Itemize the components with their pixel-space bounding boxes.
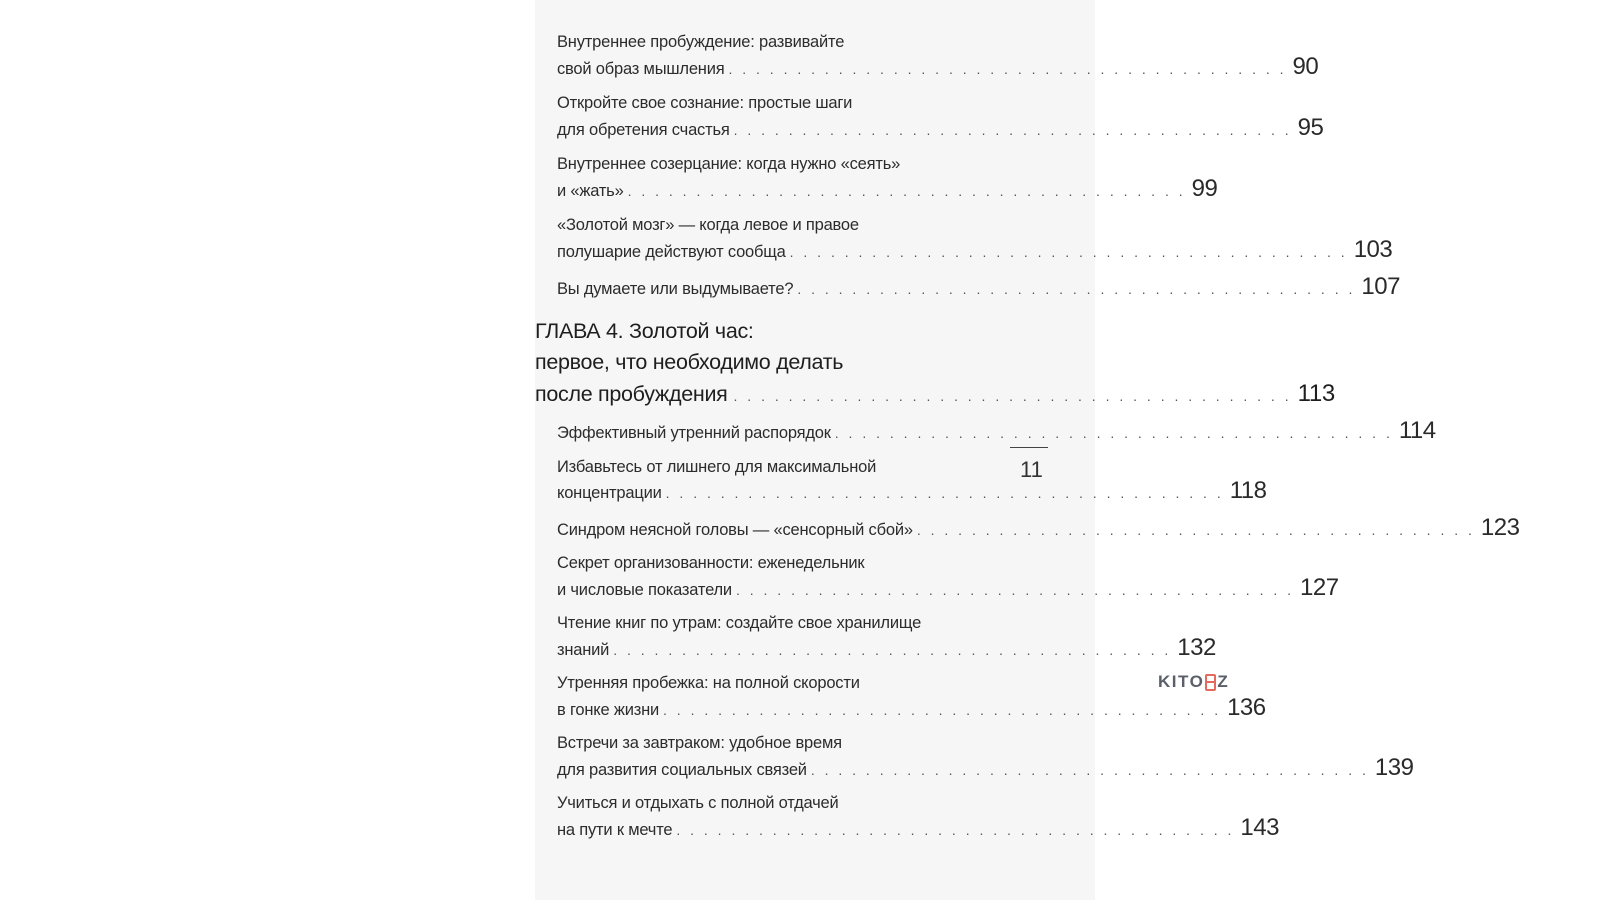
- toc-entry-title: Эффективный утренний распорядок: [557, 424, 831, 442]
- toc-entry-page: 114: [1398, 417, 1436, 444]
- leader-dots: . . . . . . . . . . . . . . . . . . . . . . . . . . . . . . . . . . . . . . . . .: [735, 581, 1295, 598]
- page-number: 11: [1020, 457, 1043, 482]
- toc-entry-page: 132: [1177, 633, 1216, 661]
- toc-entry-title-line2: для обретения счастья: [557, 120, 730, 139]
- toc-entry: [557, 273, 1400, 302]
- toc-entry-title-line2: знаний: [557, 640, 610, 659]
- leader-dots: . . . . . . . . . . . . . . . . . . . . . . . . . . . . . . . . . . . . . . . . .: [733, 121, 1292, 138]
- leader-dots: . . . . . . . . . . . . . . . . . . . . . . . . . . . . . . . . . . . . . . . . .: [733, 388, 1292, 404]
- toc-entry: [557, 552, 1339, 602]
- toc-entry-page: 139: [1374, 753, 1414, 781]
- toc-entry: [557, 153, 1218, 203]
- toc-entry-page: 90: [1292, 52, 1319, 80]
- watermark-logo: [1158, 672, 1229, 692]
- toc-entry-page: 118: [1229, 477, 1267, 504]
- toc-entry-page: 99: [1191, 174, 1218, 202]
- toc-entry: [557, 214, 1393, 264]
- toc-entry-title-line2: для развития социальных связей: [557, 760, 807, 779]
- toc-entry-title-line2: и «жать»: [557, 181, 624, 200]
- toc-entry-page: 123: [1480, 513, 1520, 541]
- leader-dots: . . . . . . . . . . . . . . . . . . . . . . . . . . . . . . . . . . . . . . . . .: [613, 641, 1172, 658]
- book-icon: [1205, 674, 1216, 691]
- toc-entry-title-line2: концентрации: [557, 484, 662, 502]
- toc-entry: [557, 417, 1436, 446]
- toc-entry-title-line1: Утренняя пробежка: на полной скорости: [557, 674, 860, 692]
- toc-entry: [557, 92, 1324, 142]
- toc-entry-title-line1: Избавьтесь от лишнего для максимальной: [557, 457, 877, 476]
- chapter-title-line2: первое, что необходимо делать: [535, 350, 844, 374]
- toc-entry: [557, 513, 1520, 543]
- toc-entry-page: 95: [1297, 113, 1324, 141]
- toc-entry-title: Синдром неясной головы — «сенсорный сбой»: [557, 520, 913, 539]
- toc-entry-title-line1: Встречи за завтраком: удобное время: [557, 734, 842, 752]
- leader-dots: . . . . . . . . . . . . . . . . . . . . . . . . . . . . . . . . . . . . . . . . .: [834, 425, 1393, 441]
- toc-entry: [557, 732, 1414, 782]
- toc-entry-title-line2: и числовые показатели: [557, 580, 732, 599]
- toc-entry-page: 127: [1300, 573, 1339, 601]
- toc-entry-title-line2: полушарие действуют сообща: [557, 242, 786, 261]
- toc-entry-title-line1: Учиться и отдыхать с полной отдачей: [557, 794, 839, 812]
- watermark-text-right: Z: [1217, 672, 1230, 691]
- toc-entry: [557, 612, 1216, 662]
- folio-rule: [1010, 447, 1048, 448]
- toc-entry: [557, 31, 1319, 81]
- toc-entry: [557, 456, 1267, 506]
- chapter-title-line3: после пробуждения: [535, 382, 728, 406]
- toc-entry-page: 136: [1227, 693, 1266, 721]
- chapter-title-line1: ГЛАВА 4. Золотой час:: [535, 319, 754, 343]
- toc-entry: [557, 792, 1279, 842]
- leader-dots: . . . . . . . . . . . . . . . . . . . . . . . . . . . . . . . . . . . . . . . . .: [797, 281, 1356, 297]
- leader-dots: . . . . . . . . . . . . . . . . . . . . . . . . . . . . . . . . . . . . . . . . .: [665, 485, 1224, 501]
- toc-entry-title-line2: свой образ мышления: [557, 59, 725, 78]
- leader-dots: . . . . . . . . . . . . . . . . . . . . . . . . . . . . . . . . . . . . . . . . .: [728, 60, 1287, 77]
- chapter-heading: [535, 316, 1335, 412]
- watermark-text-left: KITO: [1158, 672, 1205, 691]
- toc-entry-title-line2: на пути к мечте: [557, 820, 673, 839]
- toc-entry-page: 107: [1361, 273, 1400, 300]
- leader-dots: . . . . . . . . . . . . . . . . . . . . . . . . . . . . . . . . . . . . . . . . .: [810, 761, 1369, 778]
- toc-entry-title-line2: в гонке жизни: [557, 700, 660, 719]
- leader-dots: . . . . . . . . . . . . . . . . . . . . . . . . . . . . . . . . . . . . . . . . .: [676, 821, 1235, 838]
- chapter-page: 113: [1297, 380, 1335, 407]
- leader-dots: . . . . . . . . . . . . . . . . . . . . . . . . . . . . . . . . . . . . . . . . .: [916, 521, 1475, 538]
- toc-list-top: [535, 31, 1400, 302]
- toc-entry-title-line1: Секрет организованности: еженедельник: [557, 554, 865, 572]
- toc-entry-title-line1: Внутреннее пробуждение: развивайте: [557, 33, 845, 51]
- leader-dots: . . . . . . . . . . . . . . . . . . . . . . . . . . . . . . . . . . . . . . . . .: [789, 243, 1348, 260]
- toc-entry-title-line1: Внутреннее созерцание: когда нужно «сеять»: [557, 155, 901, 173]
- toc-entry-title-line1: Чтение книг по утрам: создайте свое хранилище: [557, 614, 922, 632]
- toc-entry-page: 103: [1353, 235, 1393, 263]
- toc-entry-title-line1: Откройте свое сознание: простые шаги: [557, 94, 853, 112]
- toc-entry-title: Вы думаете или выдумываете?: [557, 280, 794, 298]
- leader-dots: . . . . . . . . . . . . . . . . . . . . . . . . . . . . . . . . . . . . . . . . .: [663, 701, 1222, 718]
- toc-entry-page: 143: [1240, 813, 1279, 841]
- leader-dots: . . . . . . . . . . . . . . . . . . . . . . . . . . . . . . . . . . . . . . . . .: [627, 182, 1186, 199]
- toc-entry-title-line1: «Золотой мозг» — когда левое и правое: [557, 216, 859, 234]
